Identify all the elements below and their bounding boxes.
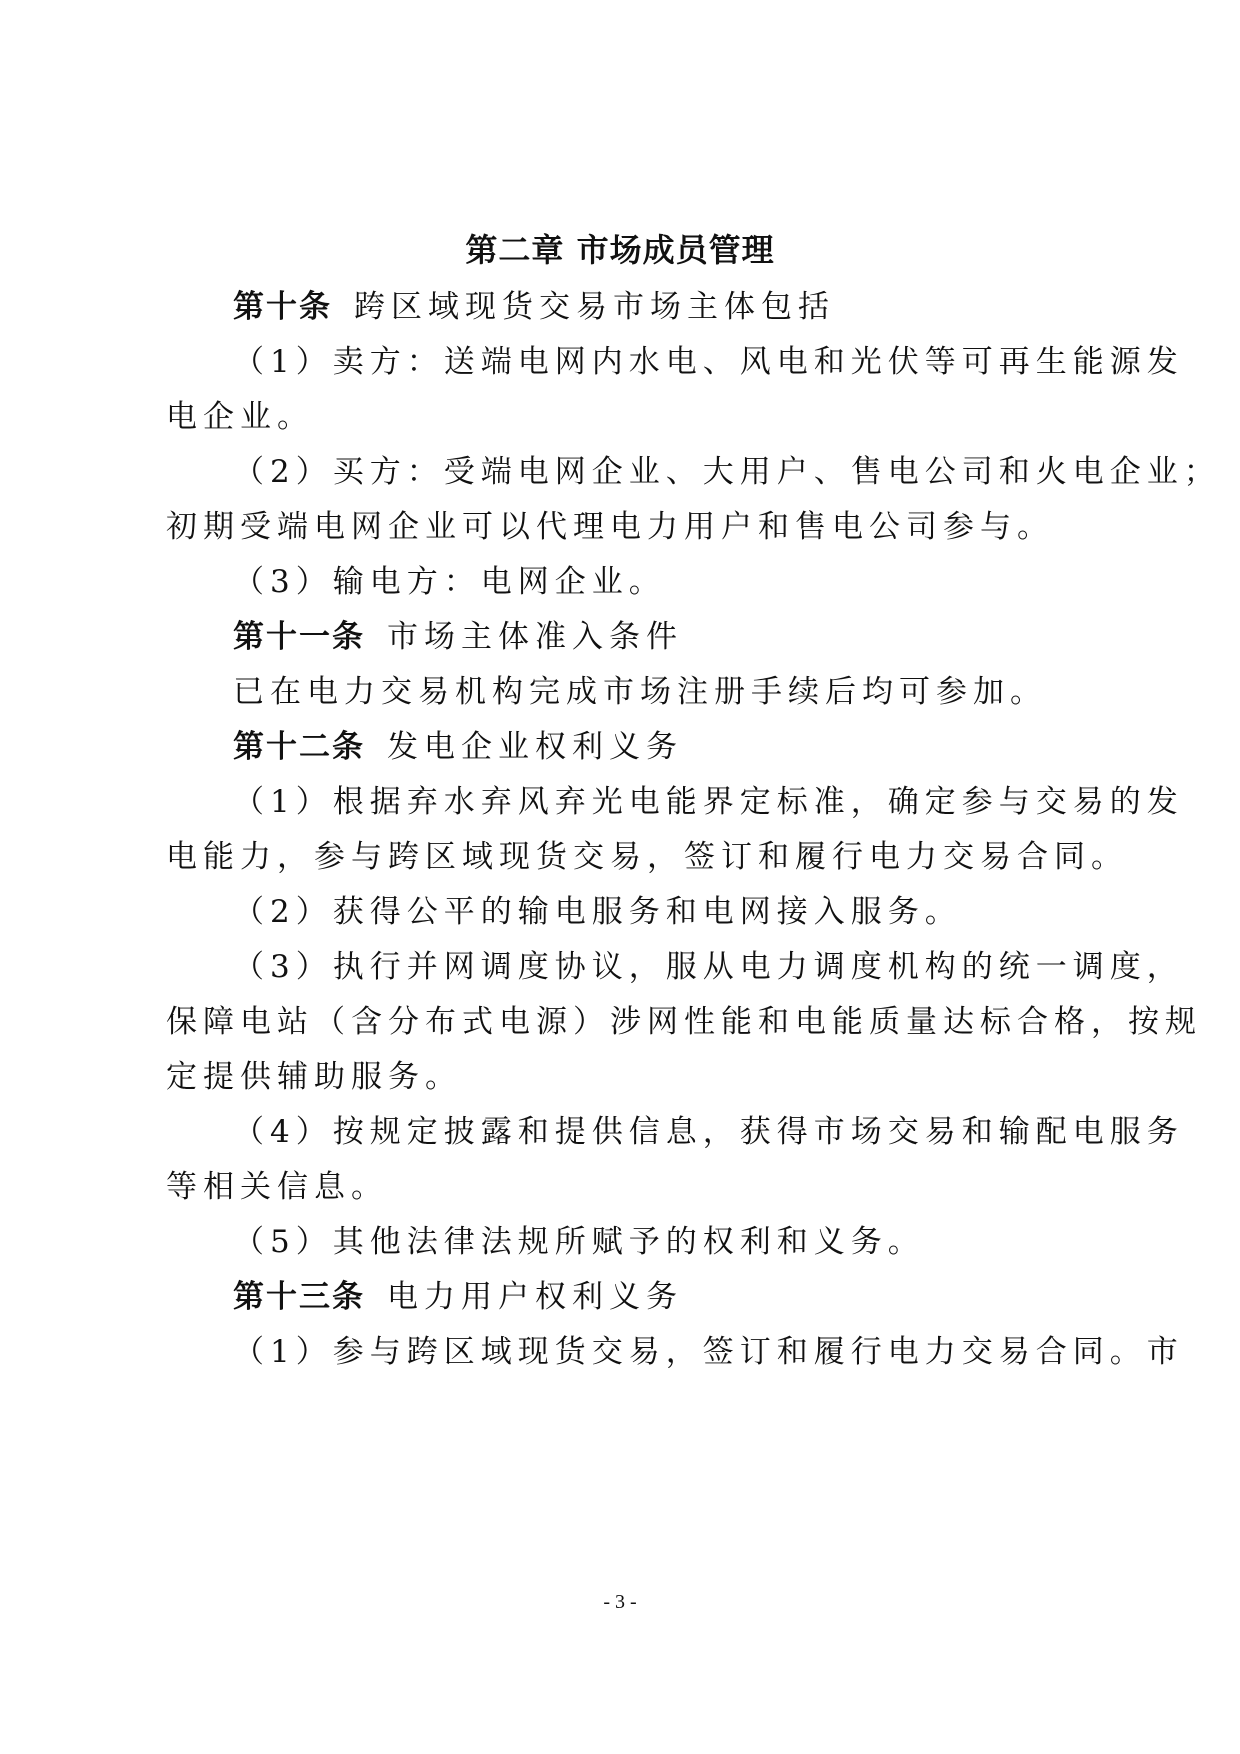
paragraph-line [233, 337, 1184, 387]
paragraph-line [166, 832, 1128, 882]
paragraph-line [166, 1162, 388, 1212]
article-number: 第十一条 [233, 619, 365, 655]
article-heading-line [233, 722, 683, 772]
paragraph-text: （1）根据弃水弃风弃光电能界定标准，确定参与交易的发 [233, 784, 1184, 820]
article-number: 第十二条 [233, 729, 365, 765]
paragraph-text: 已在电力交易机构完成市场注册手续后均可参加。 [233, 674, 1047, 710]
paragraph-line [233, 1327, 1184, 1377]
paragraph-text: （3）输电方：电网企业。 [233, 564, 666, 600]
article-heading-line [233, 1272, 683, 1322]
article-title: 跨区域现货交易市场主体包括 [354, 289, 835, 325]
paragraph-text: （1）参与跨区域现货交易，签订和履行电力交易合同。市 [233, 1334, 1184, 1370]
article-number: 第十条 [233, 289, 332, 325]
paragraph-line [166, 502, 1054, 552]
article-heading-line [233, 282, 835, 332]
paragraph-text: 初期受端电网企业可以代理电力用户和售电公司参与。 [166, 509, 1054, 545]
article-title: 电力用户权利义务 [387, 1279, 683, 1315]
paragraph-line [233, 447, 1221, 497]
article-title: 市场主体准入条件 [387, 619, 683, 655]
paragraph-line [233, 1107, 1184, 1157]
paragraph-line [233, 942, 1184, 992]
paragraph-text: 保障电站（含分布式电源）涉网性能和电能质量达标合格，按规 [166, 1004, 1202, 1040]
paragraph-line [233, 777, 1184, 827]
page-number: - 3 - [603, 1591, 637, 1613]
paragraph-text: 电能力，参与跨区域现货交易，签订和履行电力交易合同。 [166, 839, 1128, 875]
paragraph-text: （3）执行并网调度协议，服从电力调度机构的统一调度， [233, 949, 1184, 985]
paragraph-text: 电企业。 [166, 399, 314, 435]
paragraph-line [233, 667, 1047, 717]
paragraph-text: （4）按规定披露和提供信息，获得市场交易和输配电服务 [233, 1114, 1184, 1150]
paragraph-line [233, 1217, 925, 1267]
paragraph-text: （1）卖方：送端电网内水电、风电和光伏等可再生能源发 [233, 344, 1184, 380]
chapter-title: 第二章 市场成员管理 [465, 231, 775, 269]
paragraph-line [166, 1052, 462, 1102]
article-title: 发电企业权利义务 [387, 729, 683, 765]
paragraph-text: （2）获得公平的输电服务和电网接入服务。 [233, 894, 962, 930]
paragraph-line [233, 887, 962, 937]
article-heading-line [233, 612, 683, 662]
paragraph-text: 等相关信息。 [166, 1169, 388, 1205]
paragraph-text: 定提供辅助服务。 [166, 1059, 462, 1095]
paragraph-text: （2）买方：受端电网企业、大用户、售电公司和火电企业； [233, 454, 1221, 490]
paragraph-line [233, 557, 666, 607]
paragraph-line [166, 997, 1202, 1047]
paragraph-text: （5）其他法律法规所赋予的权利和义务。 [233, 1224, 925, 1260]
paragraph-line [166, 392, 314, 442]
article-number: 第十三条 [233, 1279, 365, 1315]
